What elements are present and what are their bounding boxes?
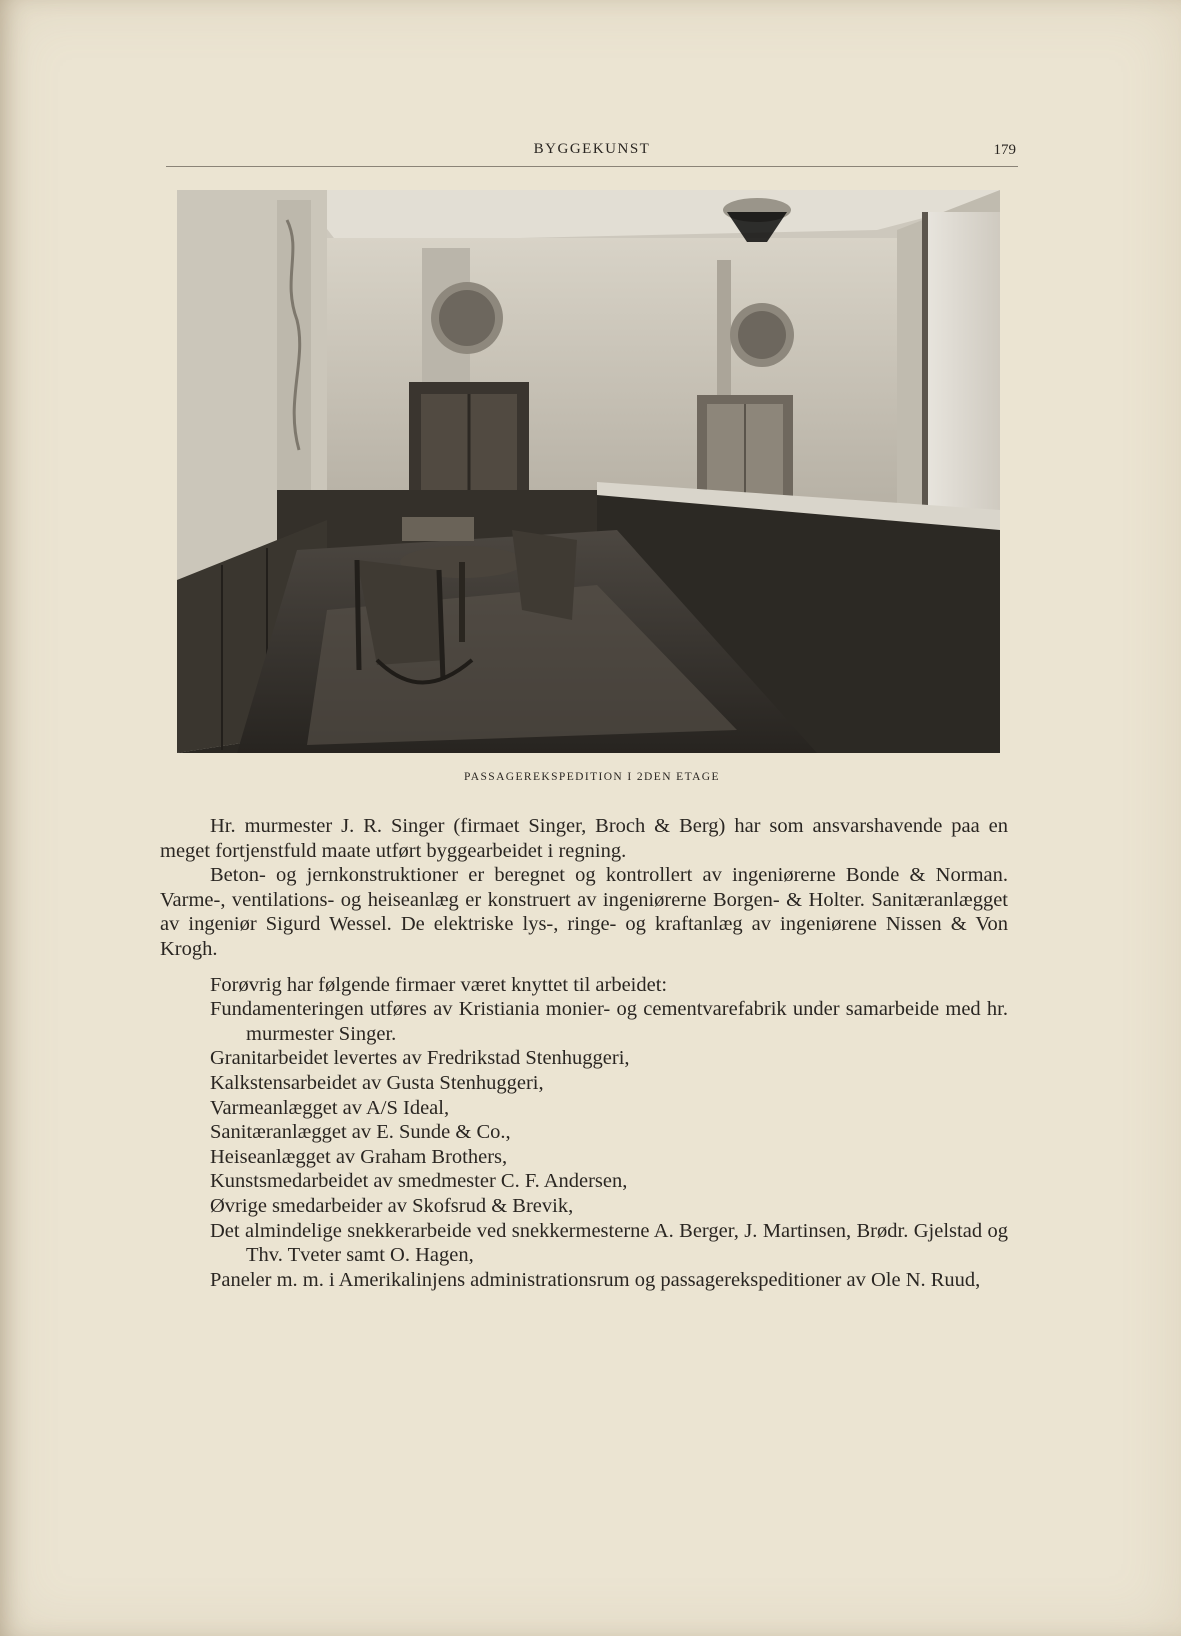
interior-photograph bbox=[177, 190, 1000, 753]
firm-list bbox=[160, 997, 1008, 1292]
list-item: Kunstsmedarbeidet av smedmester C. F. Andersen, bbox=[210, 1170, 628, 1193]
list-item: Heiseanlægget av Graham Brothers, bbox=[210, 1145, 508, 1168]
list-intro: Forøvrig har følgende firmaer været knyttet til arbeidet: bbox=[210, 973, 668, 996]
paragraph: Hr. murmester J. R. Singer (firmaet Singer, Broch & Berg) har som ansvarshavende paa en meget fortjenstfuld maate utført byggearbeidet i regning. bbox=[160, 815, 1008, 862]
list-item: Granitarbeidet levertes av Fredrikstad Stenhuggeri, bbox=[210, 1047, 630, 1070]
figure-caption: PASSAGEREKSPEDITION I 2DEN ETAGE bbox=[464, 771, 720, 783]
paragraph: Beton- og jernkonstruktioner er beregnet og kontrollert av ingeniørerne Bonde & Norman. Varme-, ventilations- og heiseanlæg er konstruert av ingeniørerne Borgen- & Holter. Sanitæranlægget av ingeniør Sigurd Wessel. De elektriske lys-, ringe- og kraftanlæg av ingeniørene Nissen & Von Krogh. bbox=[160, 864, 1008, 960]
list-item: Sanitæranlægget av E. Sunde & Co., bbox=[210, 1121, 511, 1144]
list-item: Det almindelige snekkerarbeide ved snekkermesterne A. Berger, J. Martinsen, Brødr. Gjelstad og Thv. Tveter samt O. Hagen, bbox=[210, 1219, 1008, 1267]
list-item: Varmeanlægget av A/S Ideal, bbox=[210, 1096, 450, 1119]
list-item: Paneler m. m. i Amerikalinjens administrationsrum og passagerekspeditioner av Ole N. Ruud, bbox=[210, 1268, 981, 1291]
page-number: 179 bbox=[993, 142, 1016, 158]
running-title: BYGGEKUNST bbox=[533, 141, 651, 157]
page-header bbox=[166, 140, 1018, 167]
list-item: Øvrige smedarbeider av Skofsrud & Brevik, bbox=[210, 1194, 574, 1217]
article-body bbox=[160, 814, 1008, 1292]
list-item: Fundamenteringen utføres av Kristiania monier- og cementvarefabrik under samarbeide med hr. murmester Singer. bbox=[210, 998, 1008, 1045]
list-item: Kalkstensarbeidet av Gusta Stenhuggeri, bbox=[210, 1071, 544, 1094]
